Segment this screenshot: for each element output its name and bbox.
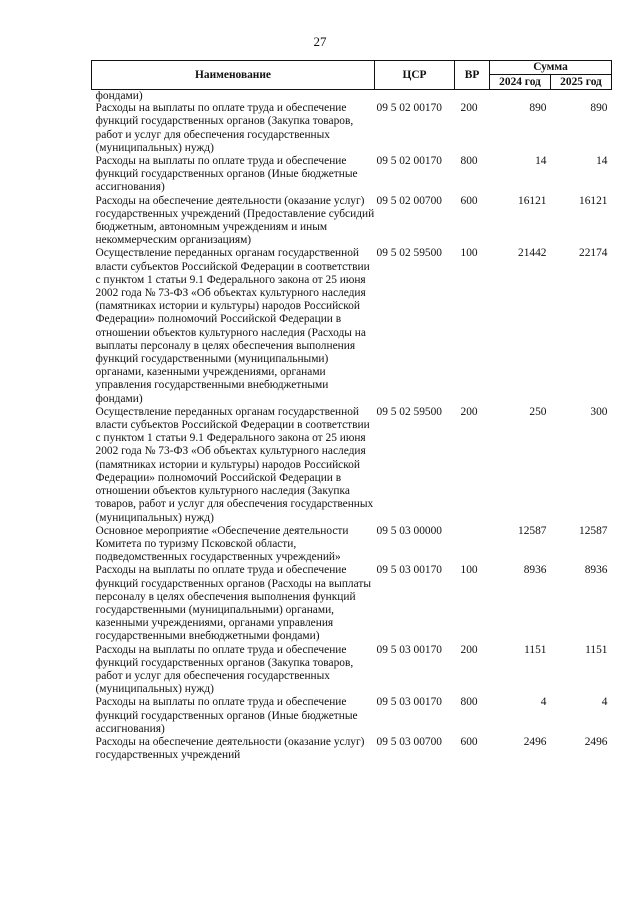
row-name: Осуществление переданных органам государственной власти субъектов Российской Федерации в соответствии с пунктом 1 статьи 9.1 Федерального закона от 25 июня 2002 года № 73-ФЗ «Об объектах культурного наследия (памятниках истории и культуры) народов Российской Федерации» полномочий Российской Федерации в отношении объектов культурного наследия (Закупка товаров, работ и услуг для обеспечения государственных (муниципальных) нужд) bbox=[95, 405, 374, 524]
row-amount-2025: 1151 bbox=[585, 643, 608, 656]
table-row bbox=[92, 195, 612, 248]
row-vr-code: 600 bbox=[460, 194, 478, 207]
row-amount-2024: 890 bbox=[529, 102, 547, 115]
budget-table bbox=[91, 60, 612, 762]
row-vr-code: 200 bbox=[460, 102, 478, 115]
row-vr-code: 100 bbox=[460, 564, 478, 577]
row-amount-2024: 2496 bbox=[523, 735, 547, 748]
row-csr-code: 09 5 03 00170 bbox=[376, 696, 442, 709]
row-amount-2024: 8936 bbox=[523, 564, 547, 577]
row-name: Расходы на выплаты по оплате труда и обеспечение функций государственных органов (Закупка товаров, работ и услуг для обеспечения государственных (муниципальных) нужд) bbox=[95, 643, 354, 696]
header-year-2025: 2025 год bbox=[551, 75, 612, 90]
row-amount-2024: 4 bbox=[540, 696, 547, 709]
row-amount-2025: 2496 bbox=[584, 735, 608, 748]
row-name: Расходы на выплаты по оплате труда и обеспечение функций государственных органов (Иные бюджетные ассигнования) bbox=[95, 155, 358, 194]
row-vr-code: 200 bbox=[460, 405, 478, 418]
header-vr: ВР bbox=[455, 61, 490, 90]
row-amount-2025: 22174 bbox=[579, 247, 608, 260]
header-year-2024: 2024 год bbox=[490, 75, 551, 90]
row-amount-2024: 14 bbox=[535, 155, 547, 168]
table-row bbox=[92, 644, 612, 697]
row-csr-code: 09 5 03 00000 bbox=[376, 524, 442, 537]
row-amount-2025: 300 bbox=[590, 405, 608, 418]
row-amount-2024: 1151 bbox=[524, 643, 547, 656]
table-row bbox=[92, 102, 612, 155]
row-vr-code: 100 bbox=[460, 247, 478, 260]
row-csr-code: 09 5 02 59500 bbox=[376, 247, 442, 260]
row-vr-code: 800 bbox=[460, 696, 478, 709]
row-amount-2024: 21442 bbox=[518, 247, 547, 260]
row-csr-code: 09 5 02 59500 bbox=[376, 405, 442, 418]
table-row bbox=[92, 155, 612, 195]
row-amount-2024: 16121 bbox=[518, 194, 547, 207]
row-name: Расходы на обеспечение деятельности (оказание услуг) государственных учреждений (Предоставление субсидий бюджетным, автономным учреждениям и иным некоммерческим организациям) bbox=[95, 194, 375, 247]
row-name: Расходы на выплаты по оплате труда и обеспечение функций государственных органов (Иные бюджетные ассигнования) bbox=[95, 696, 358, 735]
header-sum: Сумма bbox=[490, 61, 612, 75]
row-amount-2024: 12587 bbox=[518, 524, 547, 537]
row-vr-code: 200 bbox=[460, 643, 478, 656]
row-csr-code: 09 5 02 00700 bbox=[376, 194, 442, 207]
row-amount-2024: 250 bbox=[529, 405, 547, 418]
table-row bbox=[92, 247, 612, 405]
row-amount-2025: 14 bbox=[596, 155, 608, 168]
row-csr-code: 09 5 02 00170 bbox=[376, 102, 442, 115]
table-header bbox=[92, 61, 612, 90]
row-name: Осуществление переданных органам государственной власти субъектов Российской Федерации в соответствии с пунктом 1 статьи 9.1 Федерального закона от 25 июня 2002 года № 73-ФЗ «Об объектах культурного наследия (памятниках истории и культуры) народов Российской Федерации» полномочий Российской Федерации в отношении объектов культурного наследия (Расходы на выплаты персоналу в целях обеспечения выполнения функций государственными (муниципальными) органами, казенными учреждениями, органами управления государственными внебюджетными фондами) bbox=[95, 247, 370, 405]
header-csr: ЦСР bbox=[375, 61, 455, 90]
row-vr-code: 600 bbox=[460, 735, 478, 748]
row-vr-code bbox=[455, 525, 490, 565]
row-name: Расходы на обеспечение деятельности (оказание услуг) государственных учреждений bbox=[95, 735, 365, 762]
row-name: Основное мероприятие «Обеспечение деятельности Комитета по туризму Псковской области, подведомственных государственных учреждений» bbox=[95, 524, 349, 564]
row-csr-code: 09 5 02 00170 bbox=[376, 155, 442, 168]
row-amount-2025: 4 bbox=[601, 696, 608, 709]
table-row bbox=[92, 696, 612, 736]
row-name: Расходы на выплаты по оплате труда и обеспечение функций государственных органов (Закупка товаров, работ и услуг для обеспечения государственных (муниципальных) нужд) bbox=[95, 102, 354, 154]
table-row bbox=[92, 525, 612, 565]
row-amount-2025: 8936 bbox=[584, 564, 608, 577]
page-number: 27 bbox=[313, 34, 327, 49]
row-csr-code: 09 5 03 00170 bbox=[376, 564, 442, 577]
table-row-continuation bbox=[92, 90, 612, 103]
header-name: Наименование bbox=[92, 61, 375, 90]
table-row bbox=[92, 736, 612, 762]
row-amount-2025: 12587 bbox=[579, 524, 608, 537]
row-vr-code: 800 bbox=[460, 155, 478, 168]
row-name: Расходы на выплаты по оплате труда и обеспечение функций государственных органов (Расходы на выплаты персоналу в целях обеспечения выполнения функций государственными (муниципальными) органами, казенными учреждениями, органами управления государственными внебюджетными фондами) bbox=[95, 564, 371, 643]
row-csr-code: 09 5 03 00170 bbox=[376, 643, 442, 656]
row-csr-code: 09 5 03 00700 bbox=[376, 735, 442, 748]
table-row bbox=[92, 564, 612, 643]
continuation-text: фондами) bbox=[95, 90, 143, 103]
row-amount-2025: 16121 bbox=[579, 194, 608, 207]
table-body bbox=[92, 90, 612, 763]
table-row bbox=[92, 406, 612, 525]
row-amount-2025: 890 bbox=[590, 102, 608, 115]
